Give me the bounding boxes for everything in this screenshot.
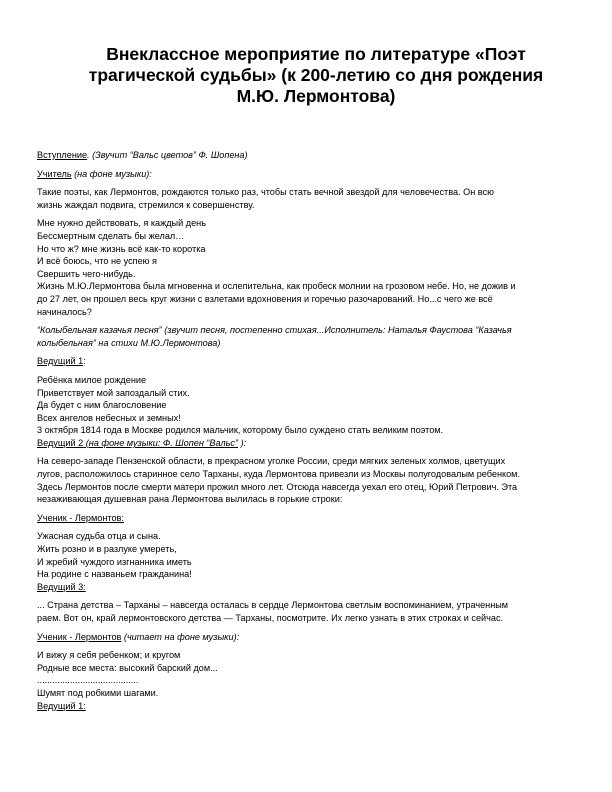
poem-line: Жить розно и в разлуке умереть, <box>37 544 177 555</box>
intro-label: Вступление <box>37 150 88 160</box>
note-line: “Колыбельная казачья песня” (звучит песня, постепенно стихая...Исполнитель: Наталья Фаустова “Казачья <box>37 325 512 336</box>
poem-line: И жребий чуждого изгнанника иметь <box>37 556 192 567</box>
poem-line: Шумят под робкими шагами. <box>37 687 159 698</box>
host1-label: Ведущий 1 <box>37 356 84 367</box>
intro-note: . (Звучит “Вальс цветов” Ф. Шопена) <box>87 150 248 160</box>
poem-stanza <box>37 374 582 437</box>
poem-line: Всех ангелов небесных и земных! <box>37 412 181 423</box>
document-title <box>40 44 592 107</box>
poem-line: Бессмертным сделать бы желал… <box>37 230 185 241</box>
host1-cue <box>37 355 582 368</box>
poem-line: Но что ж? мне жизнь всё как-то коротка <box>37 243 206 254</box>
teacher-note: (на фоне музыки): <box>71 168 152 179</box>
student2-note: (читает на фоне музыки): <box>121 631 240 642</box>
paragraph-line: до 27 лет, он прошел весь круг жизни с взлетами вдохновения и горечью разочарований. Но...с чего же всё <box>37 293 493 304</box>
paragraph-line: Такие поэты, как Лермонтов, рождаются только раз, чтобы стать вечной звездой для человечества. Он всю <box>37 187 494 198</box>
paragraph-line: лугов, расположилось старинное село Тарханы, куда Лермонтова привезли из Москвы полугодовалым ребенком. <box>37 469 520 480</box>
poem-line: На родине с названьем гражданина! <box>37 569 192 580</box>
life-paragraph <box>37 280 582 318</box>
host2-cue <box>37 437 582 450</box>
paragraph-line: незаживающая душевная рана Лермонтова вылилась в горькие строки: <box>37 494 343 505</box>
host2-label: Ведущий 2 <box>37 437 84 448</box>
host1-suffix: : <box>83 356 86 367</box>
poem-line: ........................................ <box>37 675 139 686</box>
poem-line: Родные все места: высокий барский дом... <box>37 662 218 673</box>
student2-label: Ученик - Лермонтов <box>37 631 122 642</box>
teacher-label: Учитель <box>37 168 72 179</box>
title-line: трагической судьбы» (к 200-летию со дня рождения <box>88 65 544 85</box>
host2-suffix: ): <box>238 437 247 448</box>
poem-stanza <box>37 530 582 580</box>
paragraph-line: раем. Вот он, край лермонтовского детства — Тарханы, посмотрите. Их легко узнать в этих строках и сейчас. <box>37 613 504 623</box>
paragraph-line: начиналось? <box>37 306 92 317</box>
paragraph-line: ... Страна детства – Тарханы – навсегда осталась в сердце Лермонтова светлым воспоминанием, утраченным <box>37 600 509 611</box>
host2-note: (на фоне музыки: Ф. Шопен “Вальс” <box>83 437 239 448</box>
poem-line: Свершить чего-нибудь. <box>37 268 136 279</box>
tarkhany-paragraph <box>37 455 582 505</box>
poem-line: И всё боюсь, что не успею я <box>37 256 157 267</box>
teacher-cue <box>37 168 582 181</box>
paragraph-line: Жизнь М.Ю.Лермонтова была мгновенна и ослепительна, как пробеск молнии на грозовом небе. Но, не дожив и <box>37 281 516 292</box>
intro-line <box>37 149 582 162</box>
host1b-cue: Ведущий 1: <box>37 700 86 711</box>
childhood-paragraph <box>37 599 582 624</box>
song-note <box>37 324 582 349</box>
poem-line: Ужасная судьба отца и сына. <box>37 531 161 542</box>
paragraph-line: Здесь Лермонтов после смерти матери прожил много лет. Отсюда навсегда уехал его отец, Юрий Петрович. Эта <box>37 481 518 492</box>
poem-stanza <box>37 217 582 280</box>
poem-line: Приветствует мой запоздалый стих. <box>37 387 190 398</box>
poem-line: Да будет с ним благословение <box>37 400 167 411</box>
student2-cue <box>37 631 582 644</box>
title-line: М.Ю. Лермонтова) <box>236 86 396 106</box>
poem-line: Мне нужно действовать, я каждый день <box>37 218 206 229</box>
poem-stanza <box>37 649 582 699</box>
poem-line: Ребёнка милое рождение <box>37 374 147 385</box>
host3-cue: Ведущий 3: <box>37 581 86 592</box>
teacher-paragraph <box>37 186 582 211</box>
poem-line: И вижу я себя ребенком; и кругом <box>37 650 181 661</box>
paragraph-line: жизнь жаждал подвига, стремился к совершенству. <box>37 199 255 210</box>
poem-line: 3 октября 1814 года в Москве родился мальчик, которому было суждено стать великим поэтом. <box>37 425 444 436</box>
document-body <box>37 149 582 712</box>
note-line: колыбельная” на стихи М.Ю.Лермонтова) <box>37 337 221 348</box>
title-line: Внеклассное мероприятие по литературе «Поэт <box>106 44 526 64</box>
paragraph-line: На северо-западе Пензенской области, в прекрасном уголке России, среди мягких зеленых холмов, цветущих <box>37 456 506 467</box>
student1-cue: Ученик - Лермонтов: <box>37 512 124 523</box>
